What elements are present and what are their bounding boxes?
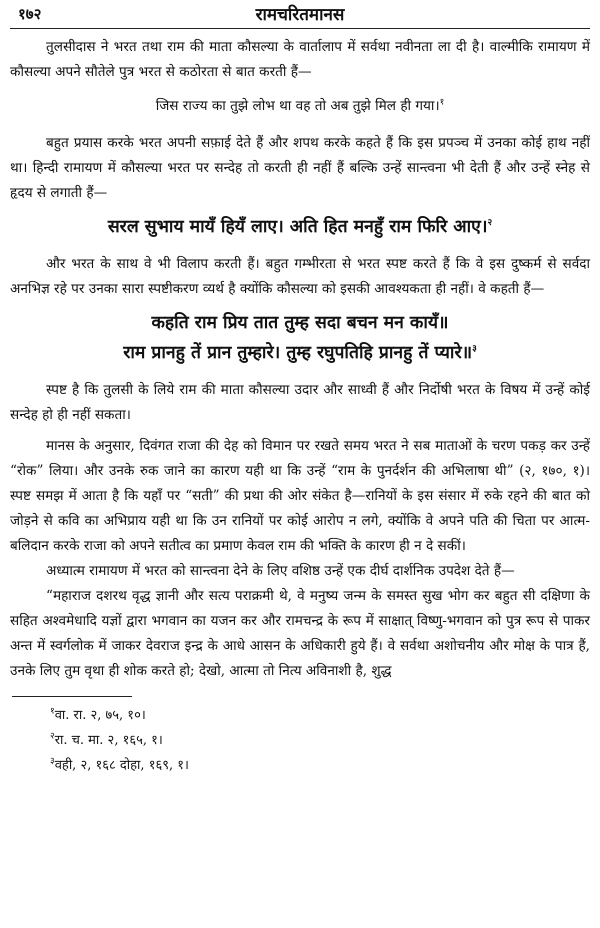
paragraph-5: मानस के अनुसार, दिवंगत राजा की देह को विमान पर रखते समय भरत ने सब माताओं के चरण पकड़ कर उन्हें “रोक” लिया। और उनके रुक जाने का कारण यही था कि उन्हें “राम के पुनर्दर्शन की अभिलाषा थी” (२, १७०, १)। स्पष्ट समझ में आता है कि यहाँ पर “सती” की प्रथा की ओर संकेत है—रानियों के इस संसार में रुके रहने की बात को जोड़ने से कवि का अभिप्राय यही था कि उन रानियों पर कोई आरोप न लगे, क्योंकि वे अपने पति की चिता पर आत्म-बलिदान करके राजा को अपने सतीत्व का प्रमाण केवल राम की भक्ति के कारण ही न दे सकीं। (10, 438, 590, 554)
quote-1-text: जिस राज्य का तुझे लोभ था वह तो अब तुझे मिल ही गया। (155, 98, 440, 114)
verse-2-line-2-text: राम प्रानहु तें प्रान तुम्हारे। तुम्ह रघुपतिहि प्रानहु तें प्यारे॥ (123, 343, 473, 363)
page-header (10, 0, 590, 29)
verse-1-text: सरल सुभाय मायँ हियँ लाए। अति हित मनहुँ राम फिरि आए। (107, 217, 488, 237)
footnote-3-text: वही, २, १६८ दोहा, १६९, १। (54, 758, 189, 773)
footnotes (10, 703, 590, 778)
paragraph-2: बहुत प्रयास करके भरत अपनी सफ़ाई देते हैं और शपथ करके कहते हैं कि इस प्रपञ्च में उनका कोई हाथ नहीं था। हिन्दी रामायण में कौसल्या भरत पर सन्देह तो करती ही नहीं हैं बल्कि उन्हें सान्त्वना भी देती हैं और उन्हें स्नेह से हृदय से लगाती हैं— (10, 135, 590, 201)
verse-2-line-1: कहति राम प्रिय तात तुम्ह सदा बचन मन कायँ॥ (151, 313, 449, 333)
footnote-ref-2: २ (487, 218, 493, 229)
paragraph-3: और भरत के साथ वे भी विलाप करती हैं। बहुत गम्भीरता से भरत स्पष्ट करते हैं कि वे इस दुष्कर्म से सर्वदा अनभिज्ञ रहे पर उनका सारा स्पष्टीकरण व्यर्थ है क्योंकि कौसल्या को इसकी आवश्यकता ही नहीं। वे कहती हैं— (10, 256, 590, 297)
paragraph-6: अध्यात्म रामायण में भरत को सान्त्वना देने के लिए वशिष्ठ उन्हें एक दीर्घ दार्शनिक उपदेश देते हैं— (46, 563, 515, 579)
footnote-divider (12, 696, 132, 697)
verse-1 (10, 212, 590, 242)
footnote-ref-1: १ (439, 97, 445, 108)
footnote-ref-3: ३ (472, 344, 477, 355)
page-number: १७२ (18, 5, 42, 23)
paragraph-1: तुलसीदास ने भरत तथा राम की माता कौसल्या के वार्तालाप में सर्वथा नवीनता ला दी है। वाल्मीकि रामायण में कौसल्या अपने सौतेले पुत्र भरत से कठोरता से बात करती हैं— (10, 39, 590, 80)
footnote-1 (10, 703, 590, 728)
body-text (10, 35, 590, 684)
footnote-2-mark: २ (50, 731, 55, 742)
footnote-2-text: रा. च. मा. २, १६५, १। (54, 733, 163, 748)
paragraph-7: “महाराज दशरथ वृद्ध ज्ञानी और सत्य पराक्रमी थे, वे मनुष्य जन्म के समस्त सुख भोग कर बहुत सी दक्षिणा के सहित अश्वमेधादि यज्ञों द्वारा भगवान का यजन कर और रामचन्द्र के रूप में साक्षात् विष्णु-भगवान को पुत्र रूप से पाकर अन्त में स्वर्गलोक में जाकर देवराज इन्द्र के आधे आसन के अधिकारी हुये हैं। वे सर्वथा अशोचनीय और मोक्ष के पात्र हैं, उनके लिए तुम वृथा ही शोक करते हो; देखो, आत्मा तो नित्य अविनाशी है, शुद्ध (10, 588, 590, 679)
footnote-3-mark: ३ (50, 756, 55, 767)
verse-2-line-2 (10, 338, 590, 368)
footnote-1-text: वा. रा. २, ७५, १०। (54, 708, 146, 723)
footnote-1-mark: १ (50, 706, 55, 717)
running-title: रामचरितमानस (255, 5, 345, 25)
footnote-2 (10, 728, 590, 753)
quote-1 (10, 93, 590, 119)
footnote-3 (10, 753, 590, 778)
verse-2 (10, 308, 590, 368)
paragraph-4: स्पष्ट है कि तुलसी के लिये राम की माता कौसल्या उदार और साध्वी हैं और निर्दोषी भरत के विषय में उन्हें कोई सन्देह हो ही नहीं सकता। (10, 382, 590, 423)
